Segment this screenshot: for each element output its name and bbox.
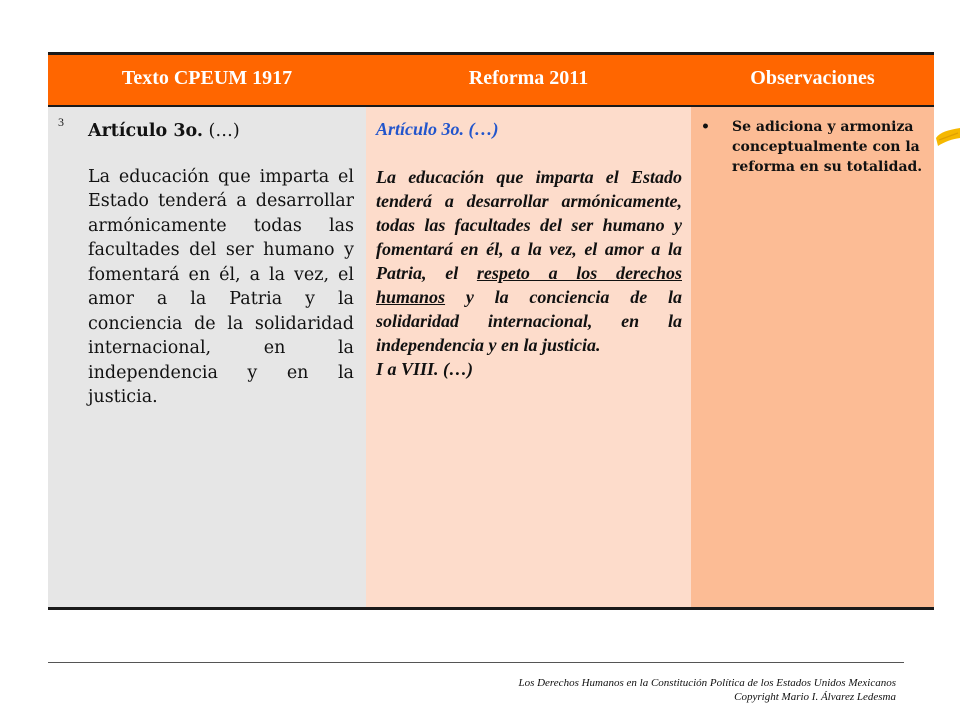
cell-original-text <box>48 107 366 607</box>
reform-article-title: Artículo 3o. (…) <box>376 119 499 139</box>
brush-stroke-icon <box>934 124 960 148</box>
header-texto-cpeum: Texto CPEUM 1917 <box>121 67 293 89</box>
reform-article-text: La educación que imparta el Estado tenderá a desarrollar armónicamente, todas las facultades del ser humano y fomentará en él, a la vez, el amor a la Patria, el respeto a los derechos humanos y la conciencia de la solidaridad internacional, en la independencia y en la justicia. <box>376 167 682 355</box>
observation-text: Se adiciona y armoniza conceptualmente con la reforma en su totalidad. <box>732 119 923 175</box>
footer-divider <box>48 662 904 663</box>
reform-underlined-phrase: respeto a los derechos humanos <box>376 263 682 307</box>
reform-fractions: I a VIII. (…) <box>376 359 474 379</box>
original-article-text: La educación que imparta el Estado tenderá a desarrollar armónicamente todas las facultades del ser humano y fomentará en él, a la vez, el amor a la Patria y la conciencia de la solidaridad internacional, en la independencia y en la justicia. <box>88 166 354 407</box>
table-header-row <box>48 52 934 105</box>
table-bottom-border <box>48 607 934 610</box>
footer-copyright: Copyright Mario I. Álvarez Ledesma <box>734 691 896 703</box>
footer-title: Los Derechos Humanos en la Constitución Política de los Estados Unidos Mexicanos <box>518 677 896 689</box>
bullet-icon: • <box>701 119 710 135</box>
row-number: 3 <box>58 115 64 129</box>
original-article-title: Artículo 3o. (…) <box>88 121 240 141</box>
header-reforma-2011: Reforma 2011 <box>468 67 589 89</box>
footer <box>518 676 896 704</box>
cell-observations <box>691 107 934 607</box>
header-observaciones: Observaciones <box>750 67 875 89</box>
comparison-table <box>48 52 934 609</box>
cell-reform-text <box>366 107 691 607</box>
